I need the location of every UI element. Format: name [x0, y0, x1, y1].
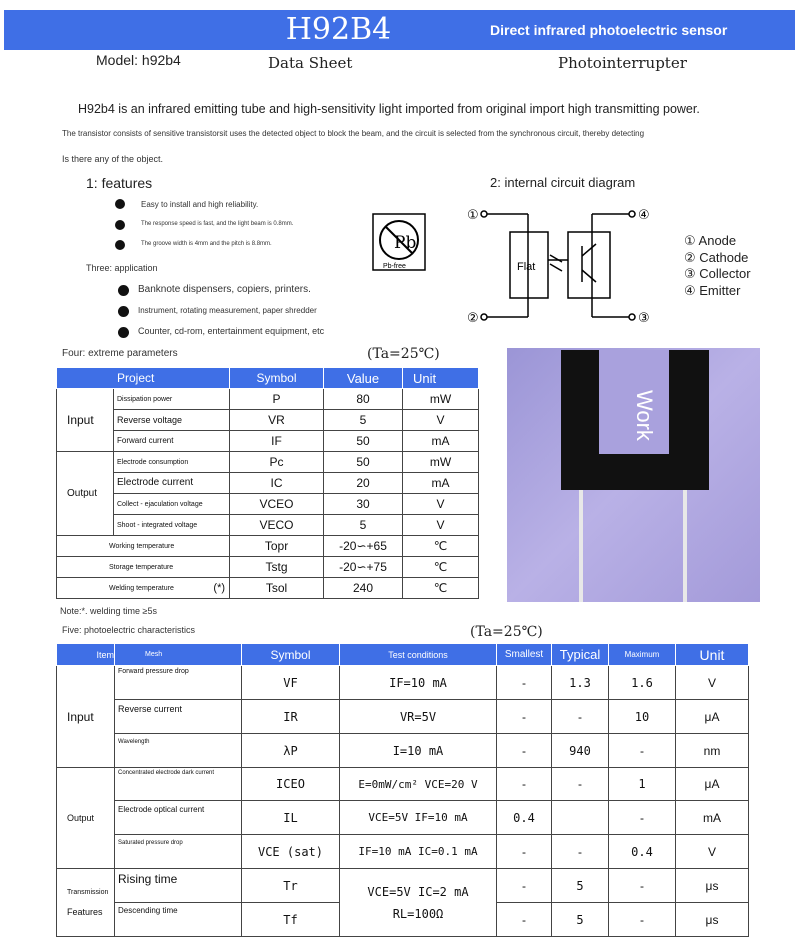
application-item: Banknote dispensers, copiers, printers. [138, 284, 311, 295]
extreme-condition: (Ta=25℃) [367, 346, 440, 362]
bullet-icon [115, 220, 125, 230]
application-title: Three: application [86, 263, 158, 273]
bullet-icon [118, 285, 129, 296]
char-conditions: IF=10 mA IC=0.1 mA [340, 835, 497, 869]
table-row [57, 869, 749, 903]
char-min: - [497, 869, 552, 903]
char-unit: V [676, 666, 749, 700]
product-photo [507, 348, 760, 602]
col-unit: Unit [403, 368, 479, 389]
param-name: Collect - ejaculation voltage [114, 494, 230, 515]
pin-legend-item: ② Cathode [684, 249, 749, 265]
char-min: - [497, 903, 552, 937]
pin-2: ② [467, 311, 479, 326]
char-conditions-line: VCE=5V IC=2 mA [367, 884, 469, 899]
col-value: Value [324, 368, 403, 389]
char-conditions [340, 869, 497, 937]
char-min: - [497, 734, 552, 768]
group-transmission-features [57, 869, 115, 937]
param-value: -20∽+75 [324, 557, 403, 578]
param-name: Working temperature [57, 536, 230, 557]
char-symbol: Tr [242, 869, 340, 903]
feature-item: Easy to install and high reliability. [141, 200, 259, 209]
param-unit: mA [403, 473, 479, 494]
param-value: 50 [324, 431, 403, 452]
param-unit: V [403, 515, 479, 536]
pb-label: Pb [394, 233, 417, 253]
char-symbol: ICEO [242, 768, 340, 801]
table-row [57, 557, 479, 578]
table-row [57, 801, 749, 835]
char-conditions-line: RL=100Ω [392, 906, 444, 921]
table-row [57, 835, 749, 869]
char-typ: - [552, 768, 609, 801]
pin-legend-item: ④ Emitter [684, 282, 741, 298]
features-title: 1: features [86, 175, 153, 191]
char-typ: 1.3 [552, 666, 609, 700]
group-features: Features [67, 906, 103, 917]
char-typ: 5 [552, 903, 609, 937]
param-name: Electrode current [114, 473, 230, 494]
param-value: 240 [324, 578, 403, 599]
param-unit: V [403, 494, 479, 515]
char-name: Electrode optical current [115, 801, 242, 835]
application-item: Instrument, rotating measurement, paper shredder [138, 306, 317, 315]
table-row [57, 494, 479, 515]
param-value: 5 [324, 515, 403, 536]
param-name: Storage temperature [57, 557, 230, 578]
char-typ [552, 801, 609, 835]
param-unit: ℃ [403, 536, 479, 557]
param-unit: mW [403, 389, 479, 410]
param-symbol: VCEO [230, 494, 324, 515]
param-value: 50 [324, 452, 403, 473]
char-typ: - [552, 835, 609, 869]
photo-label: Work [632, 390, 657, 441]
char-max: 1 [609, 768, 676, 801]
char-symbol: Tf [242, 903, 340, 937]
application-item: Counter, cd-rom, entertainment equipment, etc [138, 326, 325, 336]
param-unit: ℃ [403, 557, 479, 578]
char-name: Concentrated electrode dark current [115, 768, 242, 801]
param-symbol: IF [230, 431, 324, 452]
char-symbol: VF [242, 666, 340, 700]
char-name: Saturated pressure drop [115, 835, 242, 869]
circuit-title: 2: internal circuit diagram [490, 175, 636, 190]
model-label: Model: h92b4 [96, 52, 181, 68]
param-name: Shoot - integrated voltage [114, 515, 230, 536]
char-unit: μs [676, 869, 749, 903]
group-transmission: Transmission [67, 888, 109, 896]
char-unit: V [676, 835, 749, 869]
param-name [57, 578, 230, 599]
flat-label: Flat [517, 261, 536, 273]
table-row [57, 536, 479, 557]
table-row [57, 473, 479, 494]
pin-3: ③ [638, 311, 650, 326]
char-symbol: IL [242, 801, 340, 835]
char-name: Wavelength [115, 734, 242, 768]
char-typ: 940 [552, 734, 609, 768]
char-symbol: VCE (sat) [242, 835, 340, 869]
param-value: 5 [324, 410, 403, 431]
char-typ: - [552, 700, 609, 734]
col-test-conditions: Test conditions [340, 644, 497, 666]
photoelectric-title: Five: photoelectric characteristics [62, 625, 196, 635]
col-project: Project [57, 368, 230, 389]
param-name: Forward current [114, 431, 230, 452]
bullet-icon [118, 306, 129, 317]
sensor-lead [579, 490, 583, 602]
char-unit: nm [676, 734, 749, 768]
table-row [57, 734, 749, 768]
char-conditions: E=0mW/cm² VCE=20 V [340, 768, 497, 801]
param-value: 20 [324, 473, 403, 494]
sensor-lead [683, 490, 687, 602]
group-input: Input [57, 666, 115, 768]
param-symbol: Tstg [230, 557, 324, 578]
photoelectric-table [56, 643, 749, 937]
param-symbol: VECO [230, 515, 324, 536]
table-row [57, 431, 479, 452]
param-name: Dissipation power [114, 389, 230, 410]
char-unit: mA [676, 801, 749, 835]
char-conditions: I=10 mA [340, 734, 497, 768]
param-unit: V [403, 410, 479, 431]
bullet-icon [115, 240, 125, 250]
param-value: 80 [324, 389, 403, 410]
table-row [57, 768, 749, 801]
char-min: - [497, 768, 552, 801]
char-max: - [609, 734, 676, 768]
param-value: 30 [324, 494, 403, 515]
param-unit: mA [403, 431, 479, 452]
page-title: H92B4 [285, 12, 392, 47]
pin-legend-item: ③ Collector [684, 266, 751, 281]
param-name: Electrode consumption [114, 452, 230, 473]
data-sheet-label: Data Sheet [268, 54, 353, 72]
col-mesh: Mesh [115, 644, 242, 666]
char-name: Forward pressure drop [115, 666, 242, 700]
pin-1: ① [467, 208, 479, 223]
char-unit: μA [676, 700, 749, 734]
char-max: 1.6 [609, 666, 676, 700]
param-symbol: Topr [230, 536, 324, 557]
param-name-text: Welding temperature [109, 584, 174, 592]
char-min: 0.4 [497, 801, 552, 835]
char-min: - [497, 700, 552, 734]
bullet-icon [118, 327, 129, 338]
pin-4: ④ [638, 208, 650, 223]
pb-free-label: Pb-free [383, 263, 406, 270]
char-symbol: IR [242, 700, 340, 734]
char-unit: μA [676, 768, 749, 801]
product-type-label: Photointerrupter [558, 54, 687, 72]
page-subtitle: Direct infrared photoelectric sensor [490, 22, 728, 38]
char-unit: μs [676, 903, 749, 937]
extreme-title: Four: extreme parameters [62, 348, 178, 359]
col-symbol: Symbol [230, 368, 324, 389]
char-conditions: VCE=5V IF=10 mA [340, 801, 497, 835]
extreme-parameters-table [56, 367, 479, 599]
param-mark: (*) [213, 582, 226, 594]
char-conditions: IF=10 mA [340, 666, 497, 700]
pin-legend-item: ① Anode [684, 233, 737, 248]
char-max: 0.4 [609, 835, 676, 869]
char-symbol: λP [242, 734, 340, 768]
bullet-icon [115, 199, 125, 209]
col-unit: Unit [676, 644, 749, 666]
param-symbol: VR [230, 410, 324, 431]
group-input: Input [57, 389, 114, 452]
param-unit: mW [403, 452, 479, 473]
col-smallest: Smallest [497, 644, 552, 666]
char-max: - [609, 801, 676, 835]
group-output: Output [57, 452, 114, 536]
col-maximum: Maximum [609, 644, 676, 666]
table-row [57, 700, 749, 734]
intro-line-2: The transistor consists of sensitive transistorsit uses the detected object to block the beam, and the circuit is selected from the synchronous circuit, thereby detecting [62, 129, 645, 138]
col-symbol: Symbol [242, 644, 340, 666]
char-typ: 5 [552, 869, 609, 903]
intro-line-1: H92b4 is an infrared emitting tube and high-sensitivity light imported from original import high transmitting power. [78, 102, 700, 116]
char-name: Descending time [115, 903, 242, 937]
param-unit: ℃ [403, 578, 479, 599]
feature-item: The groove width is 4mm and the pitch is 8.8mm. [141, 241, 272, 247]
param-value: -20∽+65 [324, 536, 403, 557]
table-row [57, 389, 479, 410]
welding-note: Note:*. welding time ≥5s [60, 606, 157, 616]
feature-item: The response speed is fast, and the light beam is 0.8mm. [141, 221, 294, 227]
table-row [57, 452, 479, 473]
photoelectric-condition: (Ta=25℃) [470, 624, 543, 640]
param-symbol: Pc [230, 452, 324, 473]
group-output: Output [57, 768, 115, 869]
pin-legend [684, 233, 751, 299]
intro-line-3: Is there any of the object. [62, 154, 164, 164]
char-name: Rising time [115, 869, 242, 903]
pb-free-icon [373, 214, 425, 270]
char-min: - [497, 835, 552, 869]
char-name: Reverse current [115, 700, 242, 734]
param-name: Reverse voltage [114, 410, 230, 431]
table-row [57, 578, 479, 599]
table-row [57, 410, 479, 431]
table-header-row [57, 368, 479, 389]
param-symbol: IC [230, 473, 324, 494]
param-symbol: P [230, 389, 324, 410]
char-min: - [497, 666, 552, 700]
col-typical: Typical [552, 644, 609, 666]
table-row [57, 666, 749, 700]
table-header-row [57, 644, 749, 666]
char-max: - [609, 869, 676, 903]
char-conditions: VR=5V [340, 700, 497, 734]
table-row [57, 515, 479, 536]
char-max: 10 [609, 700, 676, 734]
char-max: - [609, 903, 676, 937]
param-symbol: Tsol [230, 578, 324, 599]
col-item: Item [57, 644, 115, 666]
